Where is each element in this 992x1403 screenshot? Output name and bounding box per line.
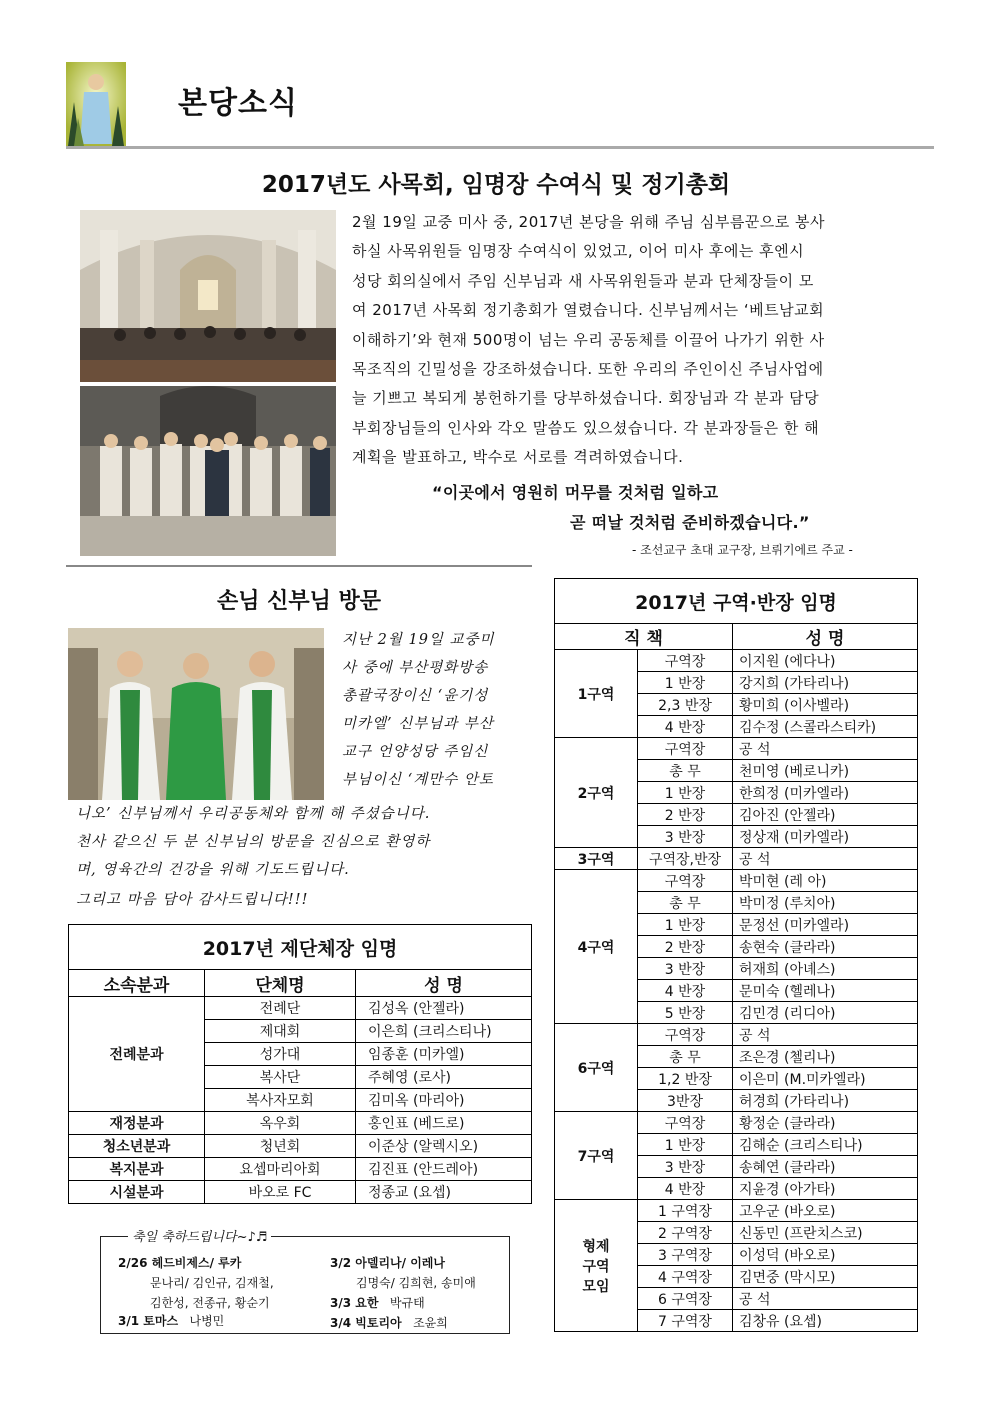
name-cell: 황정순 (클라라) — [733, 1112, 918, 1134]
role-cell: 총 무 — [638, 1046, 733, 1068]
dept-cell: 시설분과 — [69, 1181, 205, 1204]
guest-line: 며, 영육간의 건강을 위해 기도드립니다. — [76, 862, 350, 878]
name-cell: 문미숙 (헬레나) — [733, 980, 918, 1002]
role-cell: 구역장 — [638, 1112, 733, 1134]
group-cell: 제대회 — [205, 1020, 356, 1043]
guest-section-title: 손님 신부님 방문 — [216, 589, 382, 614]
name-cell: 공 석 — [733, 848, 918, 870]
group-cell: 전례단 — [205, 997, 356, 1020]
group-cell: 청년회 — [205, 1135, 356, 1158]
role-cell: 5 반장 — [638, 1002, 733, 1024]
role-cell: 1 반장 — [638, 1134, 733, 1156]
role-cell: 1 반장 — [638, 914, 733, 936]
zone-cell: 3구역 — [555, 848, 638, 870]
article-line: 목조직의 긴밀성을 강조하셨습니다. 또한 우리의 주인이신 주님사업에 — [352, 360, 824, 379]
role-cell: 3 반장 — [638, 1156, 733, 1178]
role-cell: 1 반장 — [638, 782, 733, 804]
name-cell: 주혜영 (로사) — [356, 1066, 532, 1089]
table-row — [555, 1200, 918, 1222]
section-divider — [66, 565, 532, 567]
article-line: 성당 회의실에서 주임 신부님과 새 사목위원들과 분과 단체장들이 모 — [352, 271, 814, 290]
zone-cell: 1구역 — [555, 650, 638, 738]
name-cell: 김아진 (안젤라) — [733, 804, 918, 826]
table-row — [555, 848, 918, 870]
role-cell: 2 반장 — [638, 804, 733, 826]
article-line: 계획을 발표하고, 박수로 서로를 격려하였습니다. — [352, 448, 684, 467]
role-cell: 구역장,반장 — [638, 848, 733, 870]
article-title: 2017년도 사목회, 임명장 수여식 및 정기총회 — [261, 172, 731, 198]
name-cell: 김수정 (스콜라스티카) — [733, 716, 918, 738]
name-cell: 고우군 (바오로) — [733, 1200, 918, 1222]
table-header: 단체명 — [205, 970, 356, 997]
name-cell: 공 석 — [733, 1288, 918, 1310]
feast-date: 3/2 아델리나/ 이레나 — [330, 1256, 445, 1270]
guest-line: 미카엘’ 신부님과 부산 — [342, 716, 494, 732]
role-cell: 구역장 — [638, 650, 733, 672]
role-cell: 3 반장 — [638, 826, 733, 848]
name-cell: 정종교 (요셉) — [356, 1181, 532, 1204]
role-cell: 2 구역장 — [638, 1222, 733, 1244]
table-header: 성 명 — [356, 970, 532, 997]
name-cell: 허경희 (가타리나) — [733, 1090, 918, 1112]
name-cell: 박미정 (루치아) — [733, 892, 918, 914]
guest-line: 천사 같으신 두 분 신부님의 방문을 진심으로 환영하 — [76, 834, 431, 850]
role-cell: 총 무 — [638, 760, 733, 782]
role-cell: 7 구역장 — [638, 1310, 733, 1332]
guest-line: 니오’ 신부님께서 우리공동체와 함께 해 주셨습니다. — [76, 806, 431, 822]
article-line: 이해하기’와 현재 500명이 넘는 우리 공동체를 이끌어 나가기 위한 사 — [352, 330, 825, 349]
group-cell: 옥우회 — [205, 1112, 356, 1135]
feast-names: 문나리/ 김인규, 김재철, — [150, 1276, 274, 1290]
guest-line: 부님이신 ‘계만수 안토 — [342, 772, 494, 788]
quote-line-2: 곧 떠날 것처럼 준비하겠습니다.” — [570, 513, 810, 532]
role-cell: 3 반장 — [638, 958, 733, 980]
zone-leaders-table — [554, 578, 918, 1332]
name-cell: 김창유 (요셉) — [733, 1310, 918, 1332]
name-cell: 공 석 — [733, 738, 918, 760]
feast-entry: 3/3 요한 박규태 — [330, 1296, 425, 1310]
priests-photo — [68, 628, 324, 800]
feast-entry: 3/1 토마스 나병민 — [118, 1314, 225, 1328]
guest-line: 총괄국장이신 ‘윤기성 — [342, 688, 489, 704]
table-row — [555, 870, 918, 892]
role-cell: 6 구역장 — [638, 1288, 733, 1310]
group-cell: 요셉마리아회 — [205, 1158, 356, 1181]
group-leaders-table — [68, 924, 532, 1204]
zone-cell: 7구역 — [555, 1112, 638, 1200]
name-cell: 송현숙 (클라라) — [733, 936, 918, 958]
feast-day-title: 축일 축하드립니다~♪♬ — [128, 1226, 271, 1245]
role-cell: 3반장 — [638, 1090, 733, 1112]
group-cell: 성가대 — [205, 1043, 356, 1066]
feast-names: 김명숙/ 김희현, 송미애 — [356, 1276, 476, 1290]
guest-line: 사 중에 부산평화방송 — [342, 660, 489, 676]
name-cell: 조은경 (첼리나) — [733, 1046, 918, 1068]
name-cell: 천미영 (베로니카) — [733, 760, 918, 782]
zone-cell: 2구역 — [555, 738, 638, 848]
table-title: 2017년 제단체장 임명 — [69, 925, 532, 970]
article-line: 늘 기쁘고 복되게 봉헌하기를 당부하셨습니다. 회장님과 각 분과 담당 — [352, 389, 820, 408]
name-cell: 김민경 (리디아) — [733, 1002, 918, 1024]
name-cell: 공 석 — [733, 1024, 918, 1046]
name-cell: 박미현 (레 아) — [733, 870, 918, 892]
name-cell: 강지희 (가타리나) — [733, 672, 918, 694]
role-cell: 2,3 반장 — [638, 694, 733, 716]
role-cell: 구역장 — [638, 870, 733, 892]
group-cell: 복사자모회 — [205, 1089, 356, 1112]
group-cell: 바오로 FC — [205, 1181, 356, 1204]
name-cell: 김진표 (안드레아) — [356, 1158, 532, 1181]
table-row — [555, 650, 918, 672]
guest-line: 그리고 마음 담아 감사드립니다!!! — [76, 892, 309, 908]
dept-cell: 청소년분과 — [69, 1135, 205, 1158]
dept-cell: 전례분과 — [69, 997, 205, 1112]
role-cell: 4 반장 — [638, 980, 733, 1002]
name-cell: 한희정 (미카엘라) — [733, 782, 918, 804]
name-cell: 김미옥 (마리아) — [356, 1089, 532, 1112]
role-cell: 1 구역장 — [638, 1200, 733, 1222]
article-line: 부회장님들의 인사와 각오 말씀도 있으셨습니다. 각 분과장들은 한 해 — [352, 418, 820, 437]
quote-source: - 조선교구 초대 교구장, 브뤼기에르 주교 - — [632, 543, 853, 557]
name-cell: 신동민 (프란치스코) — [733, 1222, 918, 1244]
name-cell: 이성덕 (바오로) — [733, 1244, 918, 1266]
header-divider — [66, 146, 934, 149]
article-line: 여 2017년 사목회 정기총회가 열렸습니다. 신부님께서는 ‘베트남교회 — [352, 301, 825, 320]
zone-cell: 형제 구역 모임 — [555, 1200, 638, 1332]
role-cell: 1,2 반장 — [638, 1068, 733, 1090]
parish-logo-image — [66, 62, 126, 146]
name-cell: 문정선 (미카엘라) — [733, 914, 918, 936]
article-body — [352, 208, 918, 473]
name-cell: 황미희 (이사벨라) — [733, 694, 918, 716]
name-cell: 지윤경 (아가타) — [733, 1178, 918, 1200]
feast-names: 김한성, 전종규, 황순기 — [150, 1296, 270, 1310]
quote-line-1: “이곳에서 영원히 머무를 것처럼 일하고 — [432, 483, 719, 502]
table-header: 직 책 — [555, 624, 733, 650]
dept-cell: 재정분과 — [69, 1112, 205, 1135]
name-cell: 김해순 (크리스티나) — [733, 1134, 918, 1156]
church-interior-photo — [80, 210, 336, 382]
name-cell: 이은희 (크리스티나) — [356, 1020, 532, 1043]
group-cell: 복사단 — [205, 1066, 356, 1089]
group-photo — [80, 386, 336, 556]
role-cell: 구역장 — [638, 738, 733, 760]
role-cell: 4 반장 — [638, 1178, 733, 1200]
table-header: 소속분과 — [69, 970, 205, 997]
table-row — [555, 738, 918, 760]
dept-cell: 복지분과 — [69, 1158, 205, 1181]
guest-line: 교구 언양성당 주임신 — [342, 744, 489, 760]
name-cell: 임종훈 (미카엘) — [356, 1043, 532, 1066]
name-cell: 홍인표 (베드로) — [356, 1112, 532, 1135]
zone-cell: 6구역 — [555, 1024, 638, 1112]
name-cell: 김성옥 (안젤라) — [356, 997, 532, 1020]
name-cell: 김면중 (막시모) — [733, 1266, 918, 1288]
role-cell: 4 반장 — [638, 716, 733, 738]
role-cell: 총 무 — [638, 892, 733, 914]
role-cell: 4 구역장 — [638, 1266, 733, 1288]
feast-entry: 3/4 빅토리아 조윤희 — [330, 1316, 448, 1330]
role-cell: 3 구역장 — [638, 1244, 733, 1266]
article-line: 2월 19일 교중 미사 중, 2017년 본당을 위해 주님 심부름꾼으로 봉사 — [352, 213, 826, 231]
role-cell: 1 반장 — [638, 672, 733, 694]
name-cell: 송혜연 (클라라) — [733, 1156, 918, 1178]
table-row — [555, 1024, 918, 1046]
name-cell: 이은미 (M.미카엘라) — [733, 1068, 918, 1090]
role-cell: 구역장 — [638, 1024, 733, 1046]
role-cell: 2 반장 — [638, 936, 733, 958]
name-cell: 정상재 (미카엘라) — [733, 826, 918, 848]
table-title: 2017년 구역·반장 임명 — [555, 579, 918, 624]
zone-cell: 4구역 — [555, 870, 638, 1024]
article-line: 하실 사목위원들 임명장 수여식이 있었고, 이어 미사 후에는 후엔시 — [352, 242, 805, 261]
page-title: 본당소식 — [178, 86, 298, 121]
name-cell: 이준상 (알렉시오) — [356, 1135, 532, 1158]
table-row — [555, 1112, 918, 1134]
name-cell: 허재희 (아녜스) — [733, 958, 918, 980]
table-header: 성 명 — [733, 624, 918, 650]
name-cell: 이지원 (에다나) — [733, 650, 918, 672]
feast-date: 2/26 헤드비제스/ 루카 — [118, 1256, 242, 1270]
guest-line: 지난 2월 19일 교중미 — [342, 632, 495, 648]
